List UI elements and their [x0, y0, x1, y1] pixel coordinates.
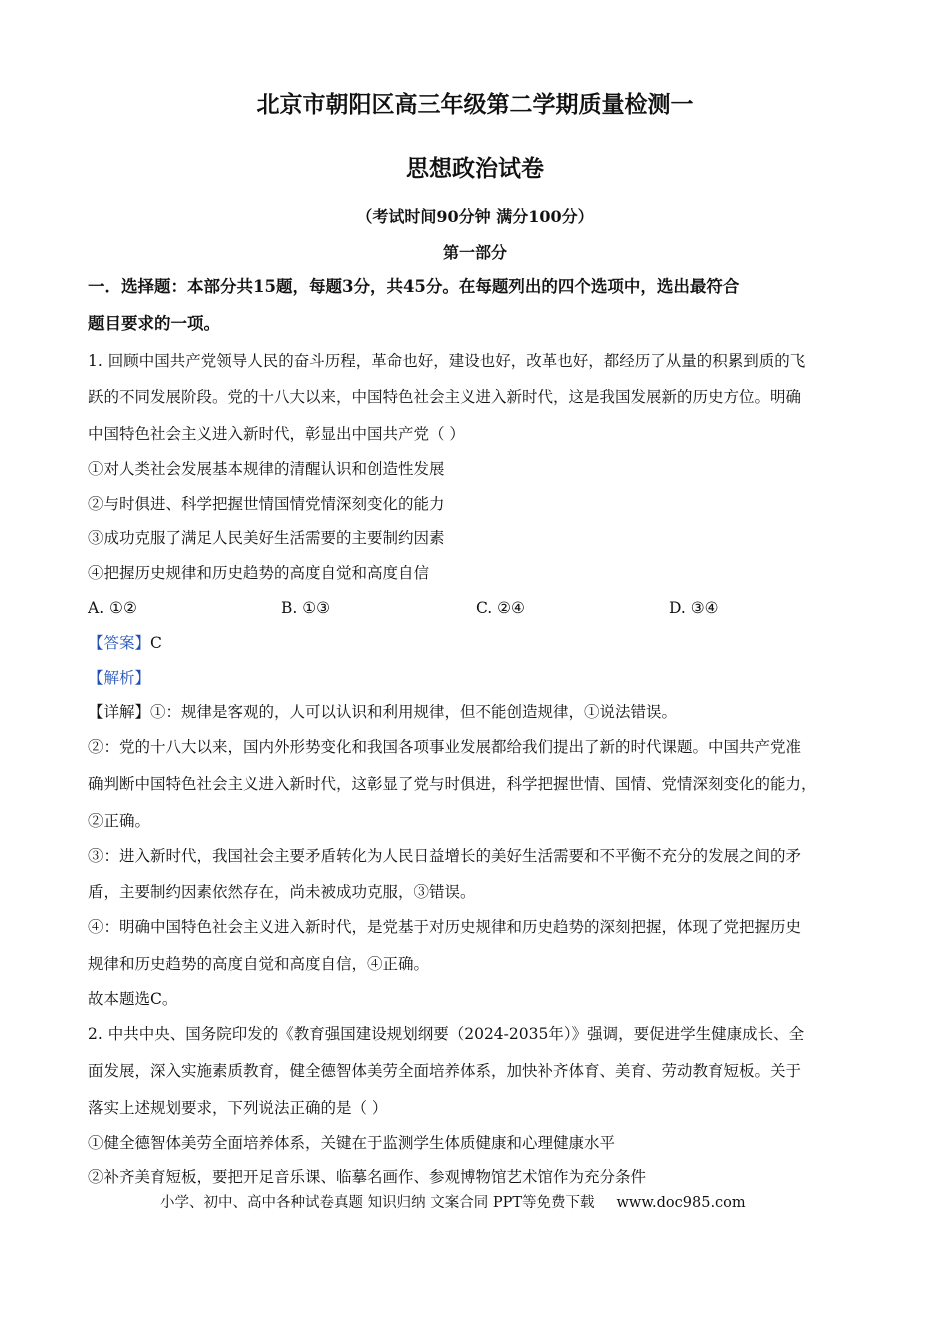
answer-value: C	[150, 634, 162, 652]
q1-option-c: C. ②④	[476, 599, 525, 617]
q2-statement-2: ②补齐美育短板，要把开足音乐课、临摹名画作、参观博物馆艺术馆作为充分条件	[88, 1168, 647, 1186]
detail-tag: 【详解】	[88, 703, 151, 721]
document-title: 北京市朝阳区高三年级第二学期质量检测一	[256, 91, 694, 118]
detail-text-1: ①：规律是客观的，人可以认识和利用规律，但不能创造规律，①说法错误。	[150, 703, 678, 721]
analysis-tag: 【解析】	[88, 669, 151, 687]
q1-detail-4b: 规律和历史趋势的高度自觉和高度自信，④正确。	[88, 955, 430, 973]
q1-statement-1: ①对人类社会发展基本规律的清醒认识和创造性发展	[88, 460, 445, 478]
q1-detail-3b: 盾，主要制约因素依然存在，尚未被成功克服，③错误。	[88, 883, 476, 901]
q1-option-b: B. ①③	[281, 599, 331, 617]
q1-statement-2: ②与时俱进、科学把握世情国情党情深刻变化的能力	[88, 495, 445, 513]
q1-statement-4: ④把握历史规律和历史趋势的高度自觉和高度自信	[88, 564, 430, 582]
q1-detail-2c: ②正确。	[88, 812, 151, 830]
q1-stem-line1: 1. 回顾中国共产党领导人民的奋斗历程，革命也好，建设也好，改革也好，都经历了从量的积累到质的飞	[88, 352, 806, 370]
q1-option-d: D. ③④	[669, 599, 719, 617]
footer-url[interactable]: www.doc985.com	[616, 1195, 746, 1211]
q2-stem-line3: 落实上述规划要求，下列说法正确的是（ ）	[88, 1099, 388, 1117]
q1-stem-line3: 中国特色社会主义进入新时代，彰显出中国共产党（ ）	[88, 425, 465, 443]
q2-statement-1: ①健全德智体美劳全面培养体系，关键在于监测学生体质健康和心理健康水平	[88, 1134, 616, 1152]
q1-detail-3a: ③：进入新时代，我国社会主要矛盾转化为人民日益增长的美好生活需要和不平衡不充分的发展之间的矛	[88, 847, 802, 865]
q1-detail-4a: ④：明确中国特色社会主义进入新时代，是党基于对历史规律和历史趋势的深刻把握，体现了党把握历史	[88, 918, 802, 936]
section-heading-line2: 题目要求的一项。	[88, 314, 220, 333]
answer-tag: 【答案】	[88, 634, 151, 652]
q1-answer	[88, 633, 162, 653]
exam-info: （考试时间90分钟 满分100分）	[356, 207, 594, 226]
q1-conclusion: 故本题选C。	[88, 990, 178, 1008]
part-heading: 第一部分	[442, 243, 507, 262]
q1-stem-line2: 跃的不同发展阶段。党的十八大以来，中国特色社会主义进入新时代，这是我国发展新的历史方位。明确	[88, 388, 802, 406]
q1-option-a: A. ①②	[88, 599, 137, 617]
q2-stem-line2: 面发展，深入实施素质教育，健全德智体美劳全面培养体系，加快补齐体育、美育、劳动教育短板。关于	[88, 1062, 802, 1080]
q1-detail-2a: ②：党的十八大以来，国内外形势变化和我国各项事业发展都给我们提出了新的时代课题。中国共产党准	[88, 738, 802, 756]
q1-detail-1	[88, 702, 677, 722]
q1-detail-2b: 确判断中国特色社会主义进入新时代，这彰显了党与时俱进，科学把握世情、国情、党情深刻变化的能力，	[88, 775, 817, 793]
section-heading-line1: 一．选择题：本部分共15题，每题3分，共45分。在每题列出的四个选项中，选出最符合	[88, 277, 740, 296]
footer-text: 小学、初中、高中各种试卷真题 知识归纳 文案合同 PPT等免费下载	[160, 1195, 595, 1211]
page-footer	[160, 1191, 746, 1212]
q2-stem-line1: 2. 中共中央、国务院印发的《教育强国建设规划纲要（2024-2035年）》强调，要促进学生健康成长、全	[88, 1025, 805, 1043]
document-subtitle: 思想政治试卷	[406, 155, 544, 182]
q1-statement-3: ③成功克服了满足人民美好生活需要的主要制约因素	[88, 529, 445, 547]
